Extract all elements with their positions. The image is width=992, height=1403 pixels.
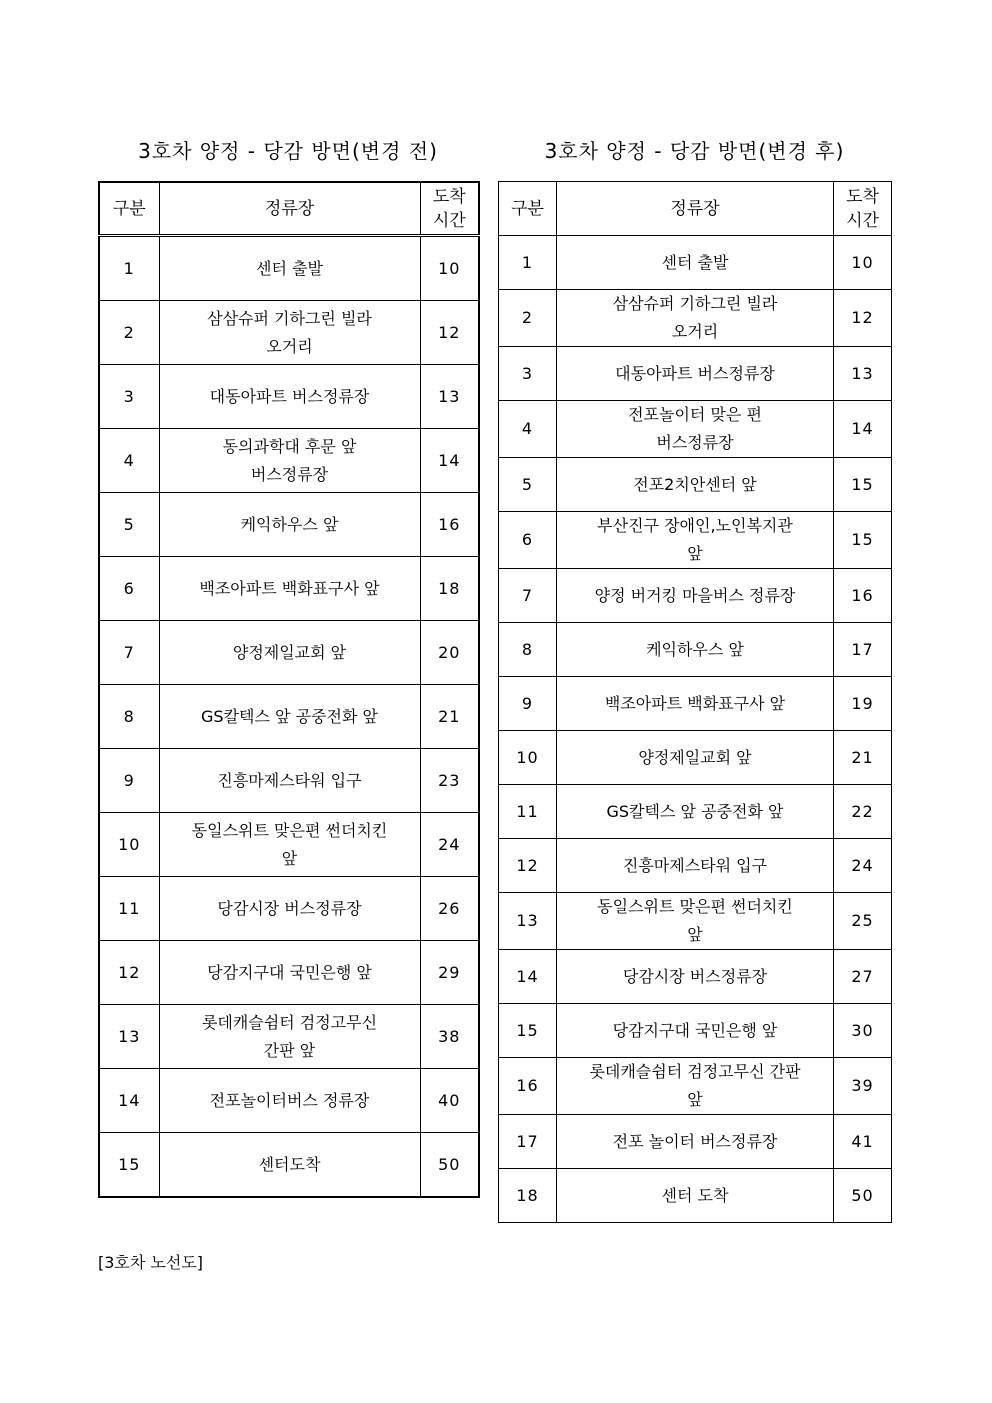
arrival-time: 14 [834,401,892,458]
arrival-time: 20 [420,621,479,685]
row-number: 4 [499,401,557,458]
arrival-time: 38 [420,1005,479,1069]
arrival-time: 18 [420,557,479,621]
table-row [99,1133,479,1198]
arrival-time: 25 [834,893,892,950]
stop-name: 케익하우스 앞 [557,623,834,677]
table-row [99,621,479,685]
row-number: 5 [99,493,159,557]
table-row [499,1004,892,1058]
row-number: 16 [499,1058,557,1115]
arrival-time: 12 [834,290,892,347]
route-table-after [498,181,892,1223]
table-header-row [99,182,479,236]
arrival-time: 22 [834,785,892,839]
left-rows [99,236,479,1198]
arrival-time: 15 [834,458,892,512]
arrival-time: 12 [420,301,479,365]
table-row [499,950,892,1004]
row-number: 17 [499,1115,557,1169]
table-row [99,877,479,941]
row-number: 8 [99,685,159,749]
table-row [499,512,892,569]
stop-name: 진흥마제스타워 입구 [557,839,834,893]
table-row [499,1115,892,1169]
row-number: 6 [499,512,557,569]
arrival-time: 21 [834,731,892,785]
route-caption: [3호차 노선도] [98,1253,204,1272]
row-number: 9 [499,677,557,731]
arrival-time: 19 [834,677,892,731]
stop-name: 백조아파트 백화표구사 앞 [159,557,420,621]
stop-name: 당감지구대 국민은행 앞 [557,1004,834,1058]
row-number: 1 [99,236,159,301]
stop-name: 삼삼슈퍼 기하그린 빌라 오거리 [159,301,420,365]
stop-name: 백조아파트 백화표구사 앞 [557,677,834,731]
row-number: 15 [499,1004,557,1058]
row-number: 5 [499,458,557,512]
arrival-time: 24 [420,813,479,877]
arrival-time: 10 [834,236,892,290]
header-arrival-time: 도착 시간 [420,182,479,236]
table-row [499,236,892,290]
row-number: 13 [499,893,557,950]
stop-name: 전포놀이터버스 정류장 [159,1069,420,1133]
row-number: 4 [99,429,159,493]
header-bus-stop: 정류장 [159,182,420,236]
table-row [99,941,479,1005]
row-number: 9 [99,749,159,813]
table-row [499,893,892,950]
arrival-time: 15 [834,512,892,569]
stop-name: 양정제일교회 앞 [557,731,834,785]
stop-name: 전포놀이터 맞은 편 버스정류장 [557,401,834,458]
table-row [99,365,479,429]
table-row [499,401,892,458]
row-number: 2 [99,301,159,365]
row-number: 7 [499,569,557,623]
arrival-time: 14 [420,429,479,493]
table-row [499,623,892,677]
row-number: 3 [99,365,159,429]
arrival-time: 13 [420,365,479,429]
arrival-time: 39 [834,1058,892,1115]
stop-name: 당감지구대 국민은행 앞 [159,941,420,1005]
stop-name: 양정 버거킹 마을버스 정류장 [557,569,834,623]
row-number: 10 [99,813,159,877]
table-row [499,839,892,893]
arrival-time: 16 [420,493,479,557]
stop-name: 센터 출발 [557,236,834,290]
stop-name: 롯데캐슬쉼터 검정고무신 간판 앞 [557,1058,834,1115]
row-number: 14 [499,950,557,1004]
table-row [99,1069,479,1133]
row-number: 11 [99,877,159,941]
stop-name: 전포 놀이터 버스정류장 [557,1115,834,1169]
arrival-time: 26 [420,877,479,941]
arrival-time: 17 [834,623,892,677]
stop-name: 전포2치안센터 앞 [557,458,834,512]
route-table-before [98,181,480,1198]
stop-name: 양정제일교회 앞 [159,621,420,685]
right-rows [499,236,892,1223]
stop-name: GS칼텍스 앞 공중전화 앞 [159,685,420,749]
stop-name: 동일스위트 맞은편 썬더치킨 앞 [159,813,420,877]
left-table-title: 3호차 양정 - 당감 방면(변경 전) [138,139,438,163]
stop-name: 동의과학대 후문 앞 버스정류장 [159,429,420,493]
stop-name: GS칼텍스 앞 공중전화 앞 [557,785,834,839]
table-row [499,347,892,401]
arrival-time: 16 [834,569,892,623]
table-row [499,290,892,347]
row-number: 7 [99,621,159,685]
table-row [499,458,892,512]
arrival-time: 50 [834,1169,892,1223]
arrival-time: 40 [420,1069,479,1133]
row-number: 14 [99,1069,159,1133]
row-number: 15 [99,1133,159,1198]
arrival-time: 29 [420,941,479,1005]
table-row [99,749,479,813]
table-row [499,1169,892,1223]
arrival-time: 10 [420,236,479,301]
arrival-time: 21 [420,685,479,749]
table-row [99,236,479,301]
row-number: 18 [499,1169,557,1223]
table-row [499,677,892,731]
arrival-time: 24 [834,839,892,893]
table-row [99,429,479,493]
stop-name: 삼삼슈퍼 기하그린 빌라 오거리 [557,290,834,347]
row-number: 13 [99,1005,159,1069]
arrival-time: 13 [834,347,892,401]
table-row [99,557,479,621]
stop-name: 대동아파트 버스정류장 [557,347,834,401]
stop-name: 부산진구 장애인,노인복지관 앞 [557,512,834,569]
arrival-time: 30 [834,1004,892,1058]
arrival-time: 41 [834,1115,892,1169]
table-row [99,685,479,749]
table-row [499,731,892,785]
stop-name: 롯데캐슬쉼터 검정고무신 간판 앞 [159,1005,420,1069]
stop-name: 센터 도착 [557,1169,834,1223]
table-row [499,785,892,839]
row-number: 3 [499,347,557,401]
stop-name: 당감시장 버스정류장 [159,877,420,941]
right-table-title: 3호차 양정 - 당감 방면(변경 후) [544,139,845,163]
stop-name: 케익하우스 앞 [159,493,420,557]
stop-name: 센터 출발 [159,236,420,301]
header-division: 구분 [499,182,557,236]
table-row [499,1058,892,1115]
row-number: 11 [499,785,557,839]
row-number: 8 [499,623,557,677]
row-number: 10 [499,731,557,785]
stop-name: 센터도착 [159,1133,420,1198]
table-row [99,1005,479,1069]
stop-name: 동일스위트 맞은편 썬더치킨 앞 [557,893,834,950]
header-arrival-time: 도착 시간 [834,182,892,236]
header-bus-stop: 정류장 [557,182,834,236]
arrival-time: 27 [834,950,892,1004]
row-number: 12 [499,839,557,893]
row-number: 12 [99,941,159,1005]
arrival-time: 50 [420,1133,479,1198]
row-number: 1 [499,236,557,290]
row-number: 6 [99,557,159,621]
table-row [99,493,479,557]
stop-name: 진흥마제스타워 입구 [159,749,420,813]
table-row [499,569,892,623]
table-row [99,301,479,365]
stop-name: 대동아파트 버스정류장 [159,365,420,429]
table-row [99,813,479,877]
header-division: 구분 [99,182,159,236]
table-header-row [499,182,892,236]
stop-name: 당감시장 버스정류장 [557,950,834,1004]
row-number: 2 [499,290,557,347]
arrival-time: 23 [420,749,479,813]
